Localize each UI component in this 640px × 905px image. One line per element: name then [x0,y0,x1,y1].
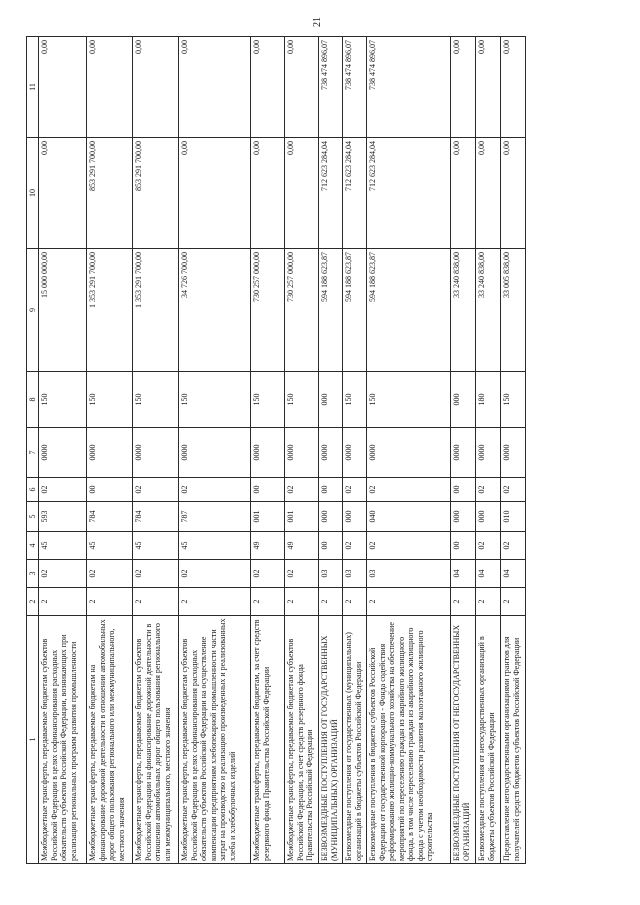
code-cell: 2 [179,588,251,616]
table-row [179,37,251,864]
amount-cell: 0,00 [179,37,251,138]
code-cell: 2 [285,588,319,616]
amount-cell: 853 291 700,00 [133,138,179,249]
amount-cell: 738 474 896,07 [367,37,451,138]
code-cell: 150 [251,372,285,428]
table-row [87,37,133,864]
amount-cell: 15 000 000,00 [39,249,87,372]
code-cell: 45 [87,532,133,560]
table-row [39,37,87,864]
code-cell: 2 [39,588,87,616]
row-name-cell: Безвозмездные поступления в бюджеты субъектов Российской Федерации от государственной корпорации - Фонда содействия реформированию жилищно-коммунального хозяйства на обеспечение мероприятий по переселению граждан из аварийного жилищного фонда, в том числе переселению граждан из аварийного жилищного фонда с учетом необходимости развития малоэтажного жилищного строительства [367,616,451,864]
code-cell: 2 [319,588,343,616]
code-cell: 0000 [367,428,451,478]
code-cell: 150 [367,372,451,428]
code-cell: 150 [179,372,251,428]
amount-cell: 712 623 284,04 [343,138,367,249]
code-cell: 02 [501,532,526,560]
code-cell: 03 [367,560,451,588]
code-cell: 0000 [476,428,501,478]
amount-cell: 594 188 623,87 [343,249,367,372]
amount-cell: 0,00 [285,138,319,249]
header-cell: 9 [27,249,39,372]
code-cell: 787 [179,502,251,532]
code-cell: 02 [285,560,319,588]
header-cell: 4 [27,532,39,560]
code-cell: 0000 [451,428,476,478]
amount-cell: 0,00 [451,138,476,249]
table-row [476,37,501,864]
row-name-cell: Межбюджетные трансферты, передаваемые бюджетам субъектов Российской Федерации в целях софинансирования расходных обязательств субъектов Российской Федерации, возникающих при реализации региональных программ развития промышленности [39,616,87,864]
header-cell: 2 [27,588,39,616]
code-cell: 02 [39,478,87,502]
code-cell: 2 [451,588,476,616]
row-name-cell: Межбюджетные трансферты, передаваемые бюджетам субъектов Российской Федерации в целях софинансирования расходных обязательств субъектов Российской Федерации на осуществление компенсации предприятиям хлебопекарной промышленности части затрат на производство и реализацию произведенных и реализованных хлеба и хлебобулочных изделий [179,616,251,864]
amount-cell: 0,00 [39,37,87,138]
amount-cell: 730 257 000,00 [285,249,319,372]
code-cell: 010 [501,502,526,532]
code-cell: 02 [367,478,451,502]
code-cell: 03 [319,560,343,588]
code-cell: 0000 [133,428,179,478]
row-name-cell: Межбюджетные трансферты, передаваемые бюджетам субъектов Российской Федерации, за счет средств резервного фонда Правительства Российской Федерации [285,616,319,864]
amount-cell: 738 474 896,07 [343,37,367,138]
code-cell: 000 [343,502,367,532]
header-cell: 5 [27,502,39,532]
row-name-cell: Межбюджетные трансферты, передаваемые бюджетам на финансирование дорожной деятельности в отношении автомобильных дорог общего пользования регионального или межмуниципального, местного значения [87,616,133,864]
header-cell: 3 [27,560,39,588]
code-cell: 04 [451,560,476,588]
code-cell: 180 [476,372,501,428]
code-cell: 0000 [251,428,285,478]
table-header-row [27,37,39,864]
code-cell: 2 [87,588,133,616]
code-cell: 2 [251,588,285,616]
code-cell: 2 [367,588,451,616]
amount-cell: 0,00 [501,37,526,138]
code-cell: 02 [133,560,179,588]
header-cell: 8 [27,372,39,428]
code-cell: 0000 [501,428,526,478]
code-cell: 0000 [179,428,251,478]
amount-cell: 0,00 [476,37,501,138]
row-name-cell: Безвозмездные поступления от государственных (муниципальных) организаций в бюджеты субъектов Российской Федерации [343,616,367,864]
code-cell: 02 [285,478,319,502]
code-cell: 00 [451,478,476,502]
code-cell: 02 [39,560,87,588]
header-cell: 7 [27,428,39,478]
rotated-table-container [26,37,592,864]
code-cell: 150 [343,372,367,428]
amount-cell: 594 188 623,87 [367,249,451,372]
row-name-cell: БЕЗВОЗМЕЗДНЫЕ ПОСТУПЛЕНИЯ ОТ НЕГОСУДАРСТВЕННЫХ ОРГАНИЗАЦИЙ [451,616,476,864]
row-name-cell: Безвозмездные поступления от негосударственных организаций в бюджеты субъектов Российской Федерации [476,616,501,864]
header-cell: 6 [27,478,39,502]
code-cell: 001 [285,502,319,532]
code-cell: 2 [133,588,179,616]
code-cell: 000 [319,502,343,532]
amount-cell: 0,00 [251,138,285,249]
amount-cell: 594 188 623,87 [319,249,343,372]
code-cell: 00 [319,478,343,502]
table-row [319,37,343,864]
amount-cell: 1 353 291 700,00 [87,249,133,372]
code-cell: 000 [476,502,501,532]
code-cell: 03 [343,560,367,588]
table-row [251,37,285,864]
code-cell: 150 [285,372,319,428]
amount-cell: 0,00 [87,37,133,138]
code-cell: 00 [451,532,476,560]
amount-cell: 0,00 [285,37,319,138]
amount-cell: 738 474 896,07 [319,37,343,138]
amount-cell: 0,00 [251,37,285,138]
code-cell: 02 [476,532,501,560]
amount-cell: 0,00 [39,138,87,249]
amount-cell: 0,00 [501,138,526,249]
code-cell: 04 [501,560,526,588]
code-cell: 0000 [319,428,343,478]
code-cell: 000 [319,372,343,428]
page-number: 21 [311,17,323,27]
amount-cell: 730 257 000,00 [251,249,285,372]
code-cell: 040 [367,502,451,532]
code-cell: 150 [133,372,179,428]
table-row [285,37,319,864]
code-cell: 784 [87,502,133,532]
row-name-cell: Предоставление негосударственными организациями грантов для получателей средств бюджетов субъектов Российской Федерации [501,616,526,864]
code-cell: 001 [251,502,285,532]
amount-cell: 712 623 284,04 [367,138,451,249]
code-cell: 02 [179,478,251,502]
table-row [501,37,526,864]
amount-cell: 0,00 [179,138,251,249]
amount-cell: 0,00 [133,37,179,138]
code-cell: 0000 [39,428,87,478]
amount-cell: 33 240 838,00 [451,249,476,372]
code-cell: 593 [39,502,87,532]
code-cell: 02 [251,560,285,588]
amount-cell: 0,00 [451,37,476,138]
table-row [133,37,179,864]
amount-cell: 712 623 284,04 [319,138,343,249]
header-cell: 11 [27,37,39,138]
code-cell: 150 [87,372,133,428]
code-cell: 00 [251,478,285,502]
code-cell: 0000 [285,428,319,478]
code-cell: 02 [343,532,367,560]
code-cell: 2 [343,588,367,616]
code-cell: 45 [133,532,179,560]
code-cell: 00 [319,532,343,560]
code-cell: 000 [451,372,476,428]
code-cell: 02 [501,478,526,502]
code-cell: 2 [476,588,501,616]
code-cell: 02 [367,532,451,560]
code-cell: 0000 [87,428,133,478]
amount-cell: 34 726 700,00 [179,249,251,372]
code-cell: 2 [501,588,526,616]
code-cell: 784 [133,502,179,532]
code-cell: 49 [251,532,285,560]
header-cell: 10 [27,138,39,249]
table-row [451,37,476,864]
code-cell: 150 [39,372,87,428]
table-row [343,37,367,864]
amount-cell: 853 291 700,00 [87,138,133,249]
table-row [367,37,451,864]
amount-cell: 33 240 838,00 [476,249,501,372]
code-cell: 000 [451,502,476,532]
code-cell: 02 [343,478,367,502]
amount-cell: 0,00 [476,138,501,249]
code-cell: 45 [179,532,251,560]
code-cell: 150 [501,372,526,428]
row-name-cell: БЕЗВОЗМЕЗДНЫЕ ПОСТУПЛЕНИЯ ОТ ГОСУДАРСТВЕННЫХ (МУНИЦИПАЛЬНЫХ) ОРГАНИЗАЦИЙ [319,616,343,864]
code-cell: 0000 [343,428,367,478]
code-cell: 02 [179,560,251,588]
code-cell: 45 [39,532,87,560]
row-name-cell: Межбюджетные трансферты, передаваемые бюджетам субъектов Российской Федерации на финансирование дорожной деятельности в отношении автомобильных дорог общего пользования регионального или межмуниципального, местного значения [133,616,179,864]
row-name-cell: Межбюджетные трансферты, передаваемые бюджетам, за счет средств резервного фонда Правительства Российской Федерации [251,616,285,864]
code-cell: 49 [285,532,319,560]
code-cell: 00 [87,478,133,502]
code-cell: 02 [87,560,133,588]
header-cell: 1 [27,616,39,864]
budget-table [26,36,526,864]
code-cell: 02 [476,478,501,502]
amount-cell: 33 005 838,00 [501,249,526,372]
amount-cell: 1 353 291 700,00 [133,249,179,372]
code-cell: 04 [476,560,501,588]
code-cell: 02 [133,478,179,502]
